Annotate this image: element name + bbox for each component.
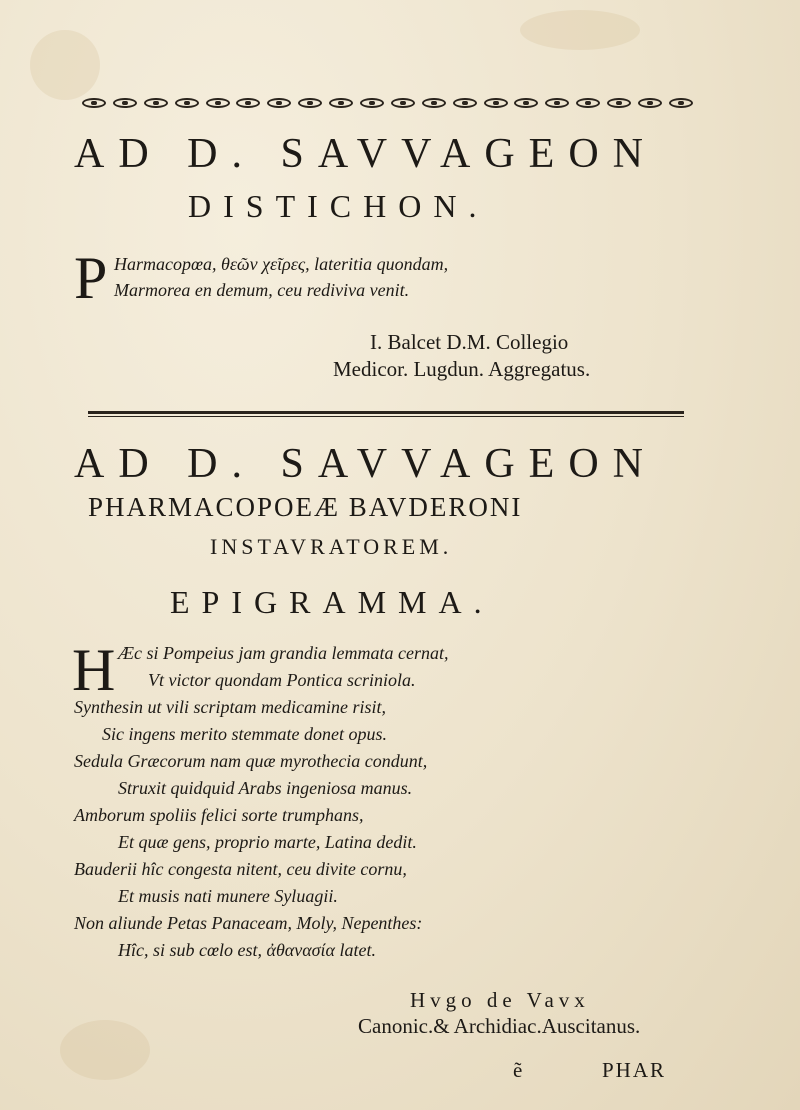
epigram-line-4: Sic ingens merito stemmate donet opus. (102, 724, 387, 744)
epigram-line-7: Amborum spoliis felici sorte trumphans, (74, 805, 364, 825)
epigram-line-8: Et quæ gens, proprio marte, Latina dedit. (118, 832, 417, 852)
first-verse-line-2: Marmorea en demum, ceu rediviva venit. (114, 280, 410, 300)
second-title: AD D. SAVVAGEON (74, 441, 657, 487)
epigram-line-11: Non aliunde Petas Panaceam, Moly, Nepenthes: (74, 913, 423, 933)
epigram-line-10: Et musis nati munere Syluagii. (118, 886, 338, 906)
second-subtitle-1: PHARMACOPOEÆ BAVDERONI (88, 492, 523, 522)
epigram-line-1: Æc si Pompeius jam grandia lemmata cernat, (118, 643, 449, 663)
second-signature-line-2: Canonic.& Archidiac.Auscitanus. (358, 1014, 641, 1038)
epigram-line-9: Bauderii hîc congesta nitent, ceu divite cornu, (74, 859, 407, 879)
second-subtitle-2: INSTAVRATOREM. (210, 534, 453, 559)
epigram-line-2: Vt victor quondam Pontica scriniola. (148, 670, 416, 690)
catchword: PHAR (602, 1058, 667, 1082)
epigramma-heading: EPIGRAMMA. (170, 584, 494, 620)
first-signature-line-2: Medicor. Lugdun. Aggregatus. (333, 357, 591, 381)
first-signature-line-1: I. Balcet D.M. Collegio (370, 330, 569, 354)
epigram-line-5: Sedula Græcorum nam quæ myrothecia condunt, (74, 751, 428, 771)
first-drop-cap: P (74, 245, 108, 311)
decorative-ornament-band (80, 90, 695, 116)
epigram-line-3: Synthesin ut vili scriptam medicamine risit, (74, 697, 386, 717)
epigram-line-12: Hîc, si sub cœlo est, ἀθανασία latet. (118, 940, 376, 960)
first-title: AD D. SAVVAGEON (74, 131, 657, 177)
first-subtitle: DISTICHON. (188, 188, 489, 224)
second-signature-line-1: Hvgo de Vavx (410, 988, 590, 1012)
epigram-line-6: Struxit quidquid Arabs ingeniosa manus. (118, 778, 413, 798)
signature-mark: ẽ (513, 1058, 523, 1082)
divider-rule-thin (88, 416, 684, 417)
divider-rule (88, 411, 684, 414)
first-verse-line-1: Harmacopœa, θεῶν χεῖρες, lateritia quondam, (114, 254, 449, 274)
second-drop-cap: H (72, 637, 116, 703)
